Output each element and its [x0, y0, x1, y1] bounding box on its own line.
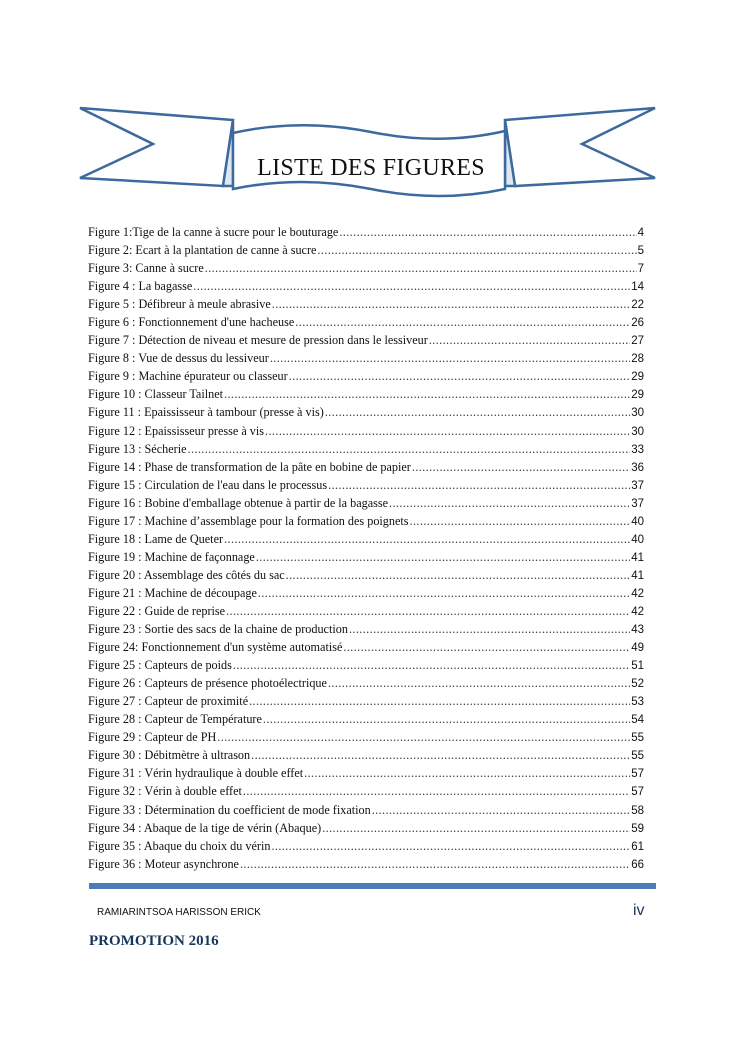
dot-leader: [240, 855, 630, 873]
figure-entry-label: Figure 21 : Machine de découpage: [88, 585, 257, 600]
dot-leader: [343, 638, 630, 656]
dot-leader: [226, 602, 630, 620]
figure-entry-label: Figure 34 : Abaque de la tige de vérin (Abaque): [88, 820, 322, 835]
figure-entry-page: 66: [631, 858, 644, 871]
dot-leader: [412, 458, 630, 476]
figure-entry[interactable]: [88, 259, 644, 277]
figure-entry[interactable]: [88, 530, 644, 548]
figure-entry[interactable]: [88, 710, 644, 728]
figure-entry-label: Figure 12 : Epaississeur presse à vis: [88, 423, 265, 438]
dot-leader: [328, 674, 630, 692]
figure-entry-page: 37: [631, 479, 644, 492]
figure-entry[interactable]: [88, 819, 644, 837]
figure-entry[interactable]: [88, 349, 644, 367]
footer-page-number: iv: [633, 902, 645, 919]
figure-entry-label: Figure 18 : Lame de Queter: [88, 531, 224, 546]
figure-entry-label: Figure 29 : Capteur de PH: [88, 730, 217, 745]
dot-leader: [339, 223, 636, 241]
figure-entry-page: 43: [631, 624, 644, 637]
figure-entry[interactable]: [88, 313, 644, 331]
figure-entry[interactable]: [88, 692, 644, 710]
figure-entry-page: 27: [631, 335, 644, 348]
figure-entry-label: Figure 24: Fonctionnement d'un système automatisé: [88, 640, 343, 655]
figure-entry-page: 29: [631, 389, 644, 402]
figure-entry-label: Figure 10 : Classeur Tailnet: [88, 387, 223, 402]
figure-entry-label: Figure 35 : Abaque du choix du vérin: [88, 838, 271, 853]
figure-entry-page: 55: [631, 750, 644, 763]
dot-leader: [233, 656, 630, 674]
figure-entry-page: 42: [631, 605, 644, 618]
figure-entry-label: Figure 2: Ecart à la plantation de canne à sucre: [88, 243, 317, 258]
figure-entry-label: Figure 22 : Guide de reprise: [88, 603, 226, 618]
figure-entry-label: Figure 20 : Assemblage des côtés du sac: [88, 567, 285, 582]
figure-entry-page: 57: [631, 768, 644, 781]
figure-entry-label: Figure 17 : Machine d’assemblage pour la formation des poignets: [88, 513, 409, 528]
figure-entry-page: 57: [631, 786, 644, 799]
dot-leader: [258, 584, 630, 602]
dot-leader: [263, 710, 630, 728]
figure-entry[interactable]: [88, 385, 644, 403]
figure-entry[interactable]: [88, 367, 644, 385]
dot-leader: [243, 782, 630, 800]
figure-entry[interactable]: [88, 277, 644, 295]
figure-entry-label: Figure 30 : Débitmètre à ultrason: [88, 748, 251, 763]
figure-entry-page: 40: [631, 515, 644, 528]
figure-entry-page: 26: [631, 317, 644, 330]
dot-leader: [188, 440, 631, 458]
figure-entry-page: 40: [631, 533, 644, 546]
dot-leader: [272, 295, 630, 313]
figure-entry-label: Figure 8 : Vue de dessus du lessiveur: [88, 351, 269, 366]
figure-entry-label: Figure 19 : Machine de façonnage: [88, 549, 255, 564]
figure-entry-page: 14: [631, 281, 644, 294]
dot-leader: [271, 837, 630, 855]
figure-entry-page: 54: [631, 714, 644, 727]
dot-leader: [304, 764, 630, 782]
dot-leader: [410, 512, 631, 530]
figure-entry-page: 37: [631, 497, 644, 510]
figure-entry-label: Figure 28 : Capteur de Température: [88, 712, 262, 727]
dot-leader: [372, 801, 630, 819]
dot-leader: [249, 692, 630, 710]
figure-entry-page: 59: [631, 822, 644, 835]
figure-entry[interactable]: [88, 764, 644, 782]
figure-entry[interactable]: [88, 331, 644, 349]
figure-entry[interactable]: [88, 548, 644, 566]
figure-entry-page: 58: [631, 804, 644, 817]
figure-entry[interactable]: [88, 602, 644, 620]
figure-entry[interactable]: [88, 638, 644, 656]
figure-entry[interactable]: [88, 403, 644, 421]
dot-leader: [328, 476, 630, 494]
figure-entry[interactable]: [88, 494, 644, 512]
dot-leader: [251, 746, 630, 764]
footer-promotion: PROMOTION 2016: [89, 933, 219, 949]
figure-entry-label: Figure 13 : Sécherie: [88, 441, 187, 456]
dot-leader: [429, 331, 630, 349]
figure-entry-page: 41: [631, 569, 644, 582]
figure-entry[interactable]: [88, 728, 644, 746]
figure-entry-page: 61: [631, 840, 644, 853]
footer-author: RAMIARINTSOA HARISSON ERICK: [97, 907, 261, 918]
figure-entry-label: Figure 33 : Détermination du coefficient de mode fixation: [88, 802, 371, 817]
figure-entry-label: Figure 27 : Capteur de proximité: [88, 694, 249, 709]
figure-entry-page: 7: [637, 263, 644, 276]
figure-entry[interactable]: [88, 512, 644, 530]
dot-leader: [322, 819, 630, 837]
figure-entry[interactable]: [88, 855, 644, 873]
figure-entry[interactable]: [88, 566, 644, 584]
figure-entry-page: 33: [631, 443, 644, 456]
figure-entry[interactable]: [88, 223, 644, 241]
figure-entry-label: Figure 3: Canne à sucre: [88, 261, 204, 276]
figure-entry[interactable]: [88, 476, 644, 494]
figure-entry[interactable]: [88, 584, 644, 602]
dot-leader: [389, 494, 630, 512]
figure-entry[interactable]: [88, 746, 644, 764]
dot-leader: [286, 566, 631, 584]
figure-entry-label: Figure 6 : Fonctionnement d'une hacheuse: [88, 315, 295, 330]
dot-leader: [265, 422, 630, 440]
page-title: LISTE DES FIGURES: [257, 155, 485, 181]
figure-entry[interactable]: [88, 656, 644, 674]
footer-rule: [89, 883, 656, 889]
figure-entry[interactable]: [88, 422, 644, 440]
figure-entry-page: 53: [631, 696, 644, 709]
figure-entry-page: 29: [631, 371, 644, 384]
figure-entry-label: Figure 7 : Détection de niveau et mesure de pression dans le lessiveur: [88, 333, 428, 348]
figure-entry-label: Figure 11 : Epaississeur à tambour (presse à vis): [88, 405, 324, 420]
figure-entry-page: 28: [631, 353, 644, 366]
dot-leader: [325, 403, 630, 421]
figure-entry-label: Figure 23 : Sortie des sacs de la chaine de production: [88, 622, 348, 637]
dot-leader: [205, 259, 637, 277]
figure-entry[interactable]: [88, 440, 644, 458]
figure-entry[interactable]: [88, 674, 644, 692]
figure-entry[interactable]: [88, 782, 644, 800]
dot-leader: [349, 620, 630, 638]
figure-entry-page: 5: [637, 245, 644, 258]
figure-entry[interactable]: [88, 295, 644, 313]
figure-entry[interactable]: [88, 801, 644, 819]
figure-entry-label: Figure 9 : Machine épurateur ou classeur: [88, 369, 288, 384]
dot-leader: [289, 367, 631, 385]
figure-entry-label: Figure 36 : Moteur asynchrone: [88, 856, 239, 871]
figure-entry-label: Figure 4 : La bagasse: [88, 279, 193, 294]
figure-entry-page: 52: [631, 678, 644, 691]
figure-entry-page: 36: [631, 461, 644, 474]
dot-leader: [224, 530, 630, 548]
figure-entry-label: Figure 16 : Bobine d'emballage obtenue à partir de la bagasse: [88, 495, 389, 510]
dot-leader: [317, 241, 636, 259]
dot-leader: [217, 728, 630, 746]
figure-entry-label: Figure 32 : Vérin à double effet: [88, 784, 242, 799]
figure-entry-page: 30: [631, 425, 644, 438]
figure-entry-label: Figure 1:Tige de la canne à sucre pour le bouturage: [88, 225, 339, 239]
figure-entry[interactable]: [88, 458, 644, 476]
figure-entry-page: 30: [631, 407, 644, 420]
figure-entry-page: 41: [631, 551, 644, 564]
figure-entry-page: 51: [631, 660, 644, 673]
figure-entry[interactable]: [88, 620, 644, 638]
figure-entry-label: Figure 26 : Capteurs de présence photoélectrique: [88, 676, 327, 691]
figure-entry[interactable]: [88, 241, 644, 259]
figure-entry-label: Figure 5 : Défibreur à meule abrasive: [88, 297, 271, 312]
figure-entry-label: Figure 14 : Phase de transformation de la pâte en bobine de papier: [88, 459, 411, 474]
figure-list: [88, 223, 644, 873]
dot-leader: [295, 313, 630, 331]
figure-entry-label: Figure 15 : Circulation de l'eau dans le processus: [88, 477, 328, 492]
dot-leader: [193, 277, 630, 295]
dot-leader: [270, 349, 630, 367]
figure-entry-page: 22: [631, 299, 644, 312]
dot-leader: [256, 548, 630, 566]
figure-entry-page: 42: [631, 587, 644, 600]
figure-entry[interactable]: [88, 837, 644, 855]
figure-entry-label: Figure 31 : Vérin hydraulique à double effet: [88, 766, 304, 781]
figure-entry-page: 55: [631, 732, 644, 745]
figure-entry-page: 49: [631, 642, 644, 655]
figure-entry-label: Figure 25 : Capteurs de poids: [88, 658, 232, 673]
dot-leader: [224, 385, 630, 403]
figure-entry-page: 4: [637, 227, 644, 239]
